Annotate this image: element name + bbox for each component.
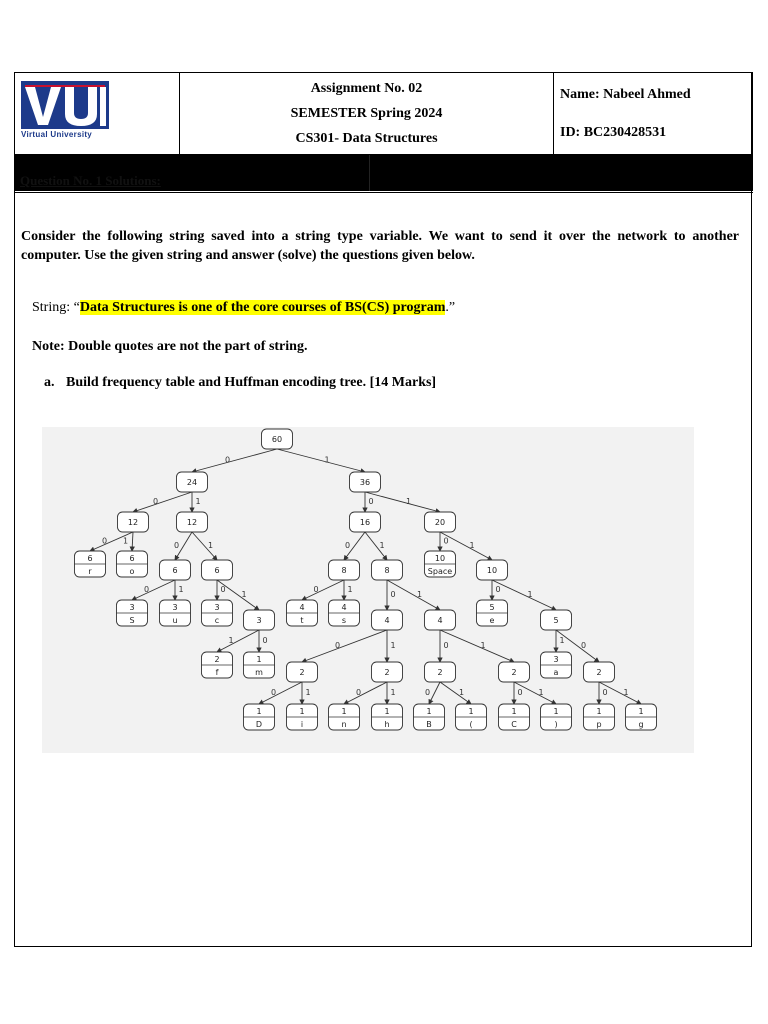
edge-bit-label: 1 [405, 497, 412, 506]
edge-bit-label: 1 [178, 585, 184, 594]
edge-bit-label: 0 [368, 497, 374, 506]
leaf-node-lp [456, 704, 487, 730]
tree-node-n20 [425, 512, 456, 532]
string-value: Data Structures is one of the core courses of BS(CS) program [79, 300, 446, 315]
node-value: 3 [129, 603, 135, 612]
node-char: u [172, 616, 178, 625]
node-value: 4 [384, 616, 390, 625]
tree-node-n2a [287, 662, 318, 682]
tree-node-n6b [202, 560, 233, 580]
leaf-node-f [202, 652, 233, 678]
edge-bit-label: 0 [390, 590, 396, 599]
leaf-node-o [117, 551, 148, 577]
edge-bit-label: 1 [207, 541, 214, 550]
edge-bit-label: 1 [122, 536, 129, 546]
leaf-node-p [584, 704, 615, 730]
edge-bit-label: 1 [324, 455, 330, 465]
edge-bit-label: 0 [443, 641, 449, 650]
tree-node-n5 [541, 610, 572, 630]
node-value: 1 [299, 707, 305, 716]
huffman-tree [42, 427, 694, 753]
node-value: 2 [437, 668, 443, 677]
node-value: 6 [87, 554, 93, 563]
node-value: 10 [434, 554, 446, 563]
item-a-text: Build frequency table and Huffman encoding tree. [14 Marks] [66, 375, 437, 390]
node-char: n [341, 720, 347, 729]
leaf-node-B [414, 704, 445, 730]
tree-node-n60 [262, 429, 293, 449]
edge-bit-label: 0 [424, 688, 431, 697]
edge-bit-label: 0 [220, 585, 226, 594]
edge-bit-label: 0 [270, 688, 277, 697]
tree-node-n24 [177, 472, 208, 492]
tree-node-n8a [329, 560, 360, 580]
node-value: 12 [186, 518, 198, 527]
tree-node-n8b [372, 560, 403, 580]
node-value: 1 [596, 707, 602, 716]
node-value: 6 [172, 566, 178, 575]
tree-node-n10 [477, 560, 508, 580]
node-char: r [88, 567, 92, 576]
node-char: ( [469, 720, 473, 729]
node-value: 24 [186, 478, 198, 487]
leaf-node-g [626, 704, 657, 730]
edge-bit-label: 1 [538, 688, 544, 697]
leaf-node-rp [541, 704, 572, 730]
tree-node-n4b [425, 610, 456, 630]
tree-node-n3 [244, 610, 275, 630]
node-char: p [596, 720, 602, 729]
tree-node-n36 [350, 472, 381, 492]
string-prefix: String: “ [32, 300, 80, 315]
node-value: 1 [341, 707, 347, 716]
node-value: 12 [127, 518, 139, 527]
node-value: 1 [256, 707, 262, 716]
tree-edge-n60-n36 [277, 449, 365, 472]
node-value: 6 [129, 554, 135, 563]
question-label: Question No. 1 Solutions: [20, 173, 161, 188]
student-name: Name: Nabeel Ahmed [560, 86, 691, 102]
node-char: g [638, 720, 644, 729]
node-char: s [341, 616, 347, 625]
node-value: 2 [511, 668, 517, 677]
node-value: 2 [384, 668, 390, 677]
tree-edge-n4a-n2a [302, 630, 387, 662]
bar-divider [369, 155, 370, 191]
tree-edge-n8a-t [302, 580, 344, 600]
item-a-marker: a. [44, 375, 55, 390]
node-char: h [384, 720, 390, 729]
node-value: 36 [359, 478, 371, 487]
header-right-cell [554, 73, 752, 154]
edge-bit-label: 1 [480, 641, 486, 650]
node-value: 4 [437, 616, 443, 625]
edge-bit-label: 1 [195, 497, 201, 506]
node-char: a [553, 668, 559, 677]
separator-line [14, 192, 753, 193]
huffman-tree-figure [42, 427, 694, 753]
node-char: Space [427, 567, 453, 576]
semester-label: SEMESTER Spring 2024 [290, 105, 443, 121]
tree-node-n12b [177, 512, 208, 532]
question-bar [14, 155, 753, 191]
tree-edge-n2c-lp [440, 682, 471, 704]
tree-node-n2b [372, 662, 403, 682]
edge-bit-label: 0 [173, 541, 180, 550]
edge-bit-label: 1 [347, 585, 353, 594]
edge-bit-label: 0 [313, 585, 319, 594]
node-value: 4 [299, 603, 305, 612]
node-value: 3 [256, 616, 262, 625]
tree-edge-n2c-B [429, 682, 440, 704]
edge-bit-label: 1 [390, 641, 396, 650]
node-value: 1 [638, 707, 644, 716]
tree-node-n2e [584, 662, 615, 682]
node-value: 16 [359, 518, 371, 527]
leaf-node-c [202, 600, 233, 626]
leaf-node-m [244, 652, 275, 678]
edge-bit-label: 1 [379, 541, 385, 550]
node-value: 8 [384, 566, 390, 575]
leaf-node-e [477, 600, 508, 626]
edge-bit-label: 0 [517, 688, 523, 697]
string-line [32, 300, 455, 316]
tree-edge-n2b-n [344, 682, 387, 704]
edge-bit-label: 0 [344, 541, 351, 550]
node-value: 1 [511, 707, 517, 716]
node-char: B [426, 720, 432, 729]
node-value: 5 [553, 616, 559, 625]
tree-edge-n12b-n6b [192, 532, 217, 560]
tree-node-n16 [350, 512, 381, 532]
tree-edge-n3-f [217, 630, 259, 652]
logo-cell [15, 73, 180, 154]
node-char: ) [554, 720, 558, 729]
leaf-node-i [287, 704, 318, 730]
edge-bit-label: 0 [101, 536, 108, 546]
edge-bit-label: 1 [228, 636, 234, 645]
node-char: D [255, 720, 263, 729]
logo-text: Virtual University [21, 130, 93, 139]
tree-node-n2d [499, 662, 530, 682]
edge-bit-label: 0 [443, 536, 449, 546]
edge-bit-label: 0 [143, 585, 150, 594]
node-char: C [511, 720, 517, 729]
node-value: 4 [341, 603, 347, 612]
edge-bit-label: 0 [355, 688, 362, 697]
edge-bit-label: 1 [458, 688, 465, 697]
leaf-node-S [117, 600, 148, 626]
node-value: 1 [468, 707, 474, 716]
header-table [14, 72, 753, 155]
node-value: 1 [426, 707, 432, 716]
node-value: 2 [214, 655, 220, 664]
edge-bit-label: 1 [527, 590, 533, 599]
course-label: CS301- Data Structures [295, 130, 438, 146]
node-value: 3 [172, 603, 178, 612]
node-char: S [129, 616, 135, 625]
node-char: m [255, 668, 263, 677]
edge-bit-label: 1 [305, 688, 311, 697]
node-value: 5 [489, 603, 495, 612]
tree-edge-n6a-S [132, 580, 175, 600]
node-value: 3 [553, 655, 559, 664]
edge-bit-label: 1 [241, 590, 247, 599]
assignment-title: Assignment No. 02 [310, 80, 423, 96]
tree-node-n4a [372, 610, 403, 630]
node-char: e [489, 616, 495, 625]
tree-edge-n4b-n2d [440, 630, 514, 662]
leaf-node-space [425, 551, 456, 577]
node-value: 1 [384, 707, 390, 716]
node-value: 2 [596, 668, 602, 677]
edge-bit-label: 1 [469, 541, 475, 550]
leaf-node-s [329, 600, 360, 626]
edge-bit-label: 0 [334, 641, 341, 650]
node-value: 6 [214, 566, 220, 575]
edge-bit-label: 0 [262, 636, 268, 645]
tree-node-n6a [160, 560, 191, 580]
edge-bit-label: 0 [580, 641, 587, 650]
node-char: i [300, 720, 304, 729]
leaf-node-a [541, 652, 572, 678]
node-value: 1 [256, 655, 262, 664]
edge-bit-label: 0 [602, 688, 608, 697]
edge-bit-label: 1 [416, 590, 423, 599]
node-char: f [215, 668, 219, 677]
node-value: 10 [486, 566, 498, 575]
edge-bit-label: 0 [495, 585, 501, 594]
node-value: 2 [299, 668, 305, 677]
student-id: ID: BC230428531 [560, 124, 667, 140]
leaf-node-r [75, 551, 106, 577]
intro-paragraph: Consider the following string saved into a string type variable. We want to send it over the network to another computer. Use the given string and answer (solve) the questions given below. [21, 229, 739, 263]
tree-edge-n36-n20 [365, 492, 440, 512]
tree-edge-n12a-o [132, 532, 133, 551]
tree-edge-n24-n12a [133, 492, 192, 512]
edge-bit-label: 1 [390, 688, 396, 697]
note-text: Note: Double quotes are not the part of string. [32, 339, 308, 354]
node-value: 20 [434, 518, 446, 527]
edge-bit-label: 1 [623, 688, 629, 697]
node-value: 8 [341, 566, 347, 575]
node-value: 60 [271, 435, 283, 444]
leaf-node-h [372, 704, 403, 730]
edge-bit-label: 0 [224, 455, 231, 465]
node-char: t [300, 616, 304, 625]
string-suffix: .” [445, 300, 456, 315]
node-char: c [214, 616, 220, 625]
leaf-node-D [244, 704, 275, 730]
leaf-node-n [329, 704, 360, 730]
edge-bit-label: 0 [152, 497, 159, 506]
header-center-cell [180, 73, 554, 154]
leaf-node-u [160, 600, 191, 626]
edge-bit-label: 1 [559, 636, 565, 645]
tree-node-n2c [425, 662, 456, 682]
node-char: o [129, 567, 135, 576]
leaf-node-t [287, 600, 318, 626]
tree-edge-n2a-D [259, 682, 302, 704]
node-value: 1 [553, 707, 559, 716]
item-a [44, 375, 436, 391]
tree-edge-n60-n24 [192, 449, 277, 472]
tree-node-n12a [118, 512, 149, 532]
node-value: 3 [214, 603, 220, 612]
leaf-node-C [499, 704, 530, 730]
